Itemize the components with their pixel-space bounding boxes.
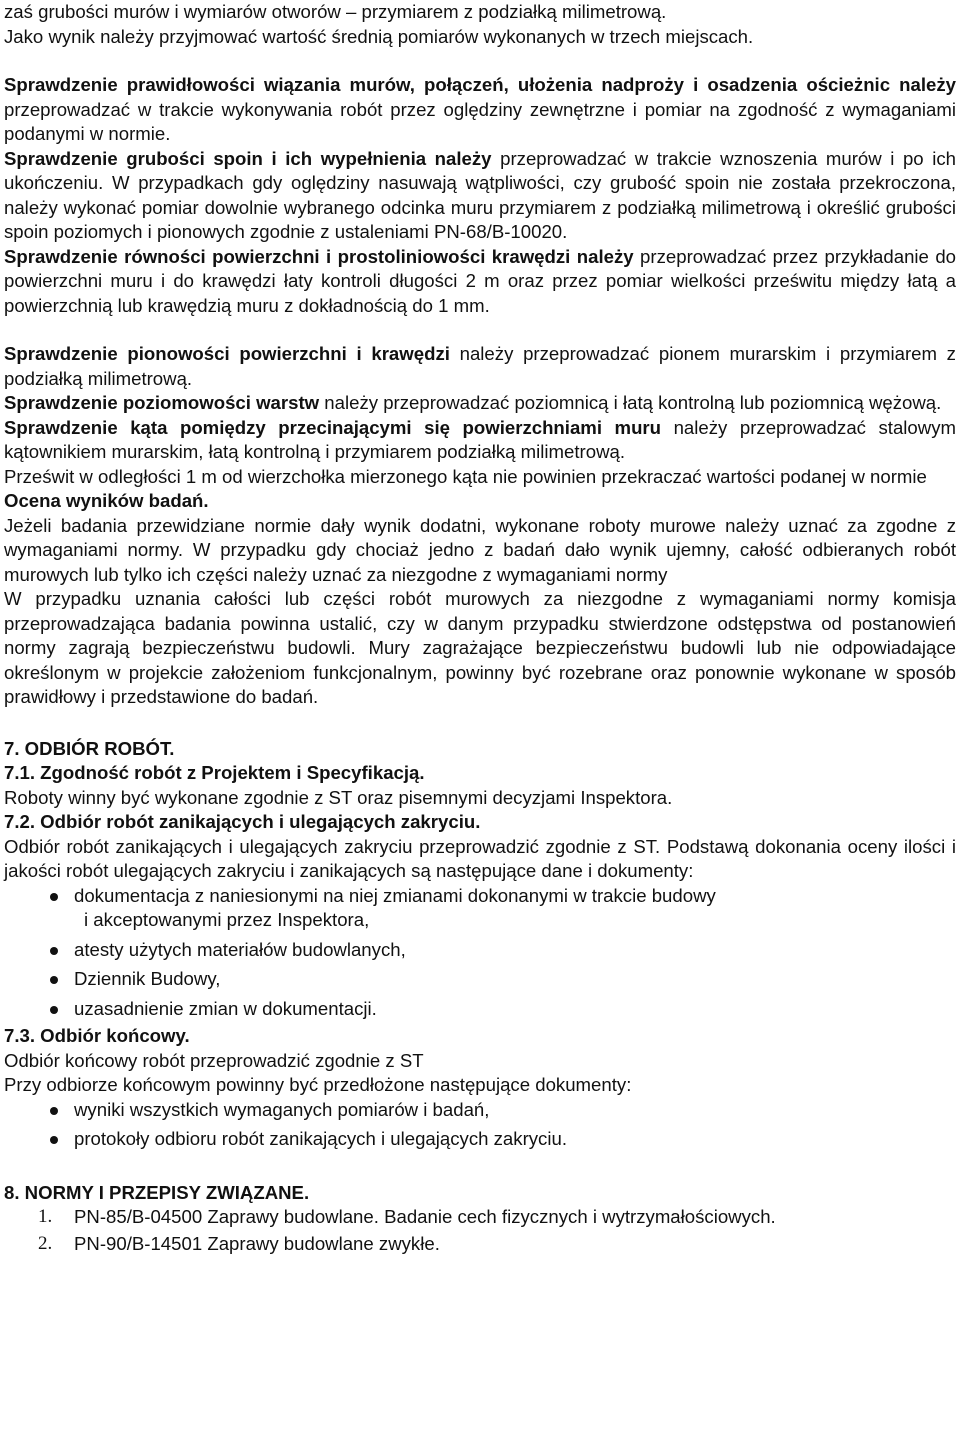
paragraph-joints-check-lead: Sprawdzenie grubości spoin i ich wypełnienia należy: [4, 147, 492, 169]
list-item-text: atesty użytych materiałów budowlanych,: [74, 938, 406, 960]
list-item: [4, 1205, 956, 1230]
heading-section-8: 8. NORMY I PRZEPISY ZWIĄZANE.: [4, 1181, 310, 1203]
paragraph-clearance: Prześwit w odległości 1 m od wierzchołka mierzonego kąta nie powinien przekraczać wartości podanej w normie: [4, 465, 927, 487]
paragraph-angle-check: [4, 416, 956, 465]
paragraph-joints-check: [4, 147, 956, 245]
heading-section-7-2: 7.2. Odbiór robót zanikających i ulegających zakryciu.: [4, 811, 481, 832]
list-item-number: 1.: [38, 1206, 53, 1227]
paragraph-section-7-3-a: Odbiór końcowy robót przeprowadzić zgodnie z ST: [4, 1049, 424, 1071]
list-item-text: uzasadnienie zmian w dokumentacji.: [74, 997, 377, 1019]
paragraph-level-check-body: należy przeprowadzać poziomnicą i łatą kontrolną lub poziomnicą wężową.: [319, 392, 942, 413]
heading-section-7: 7. ODBIÓR ROBÓT.: [4, 737, 175, 759]
paragraph-joints-check-body: przeprowadzać w trakcie wznoszenia murów i po ich ukończeniu. W przypadkach gdy oględziny nasuwają wątpliwości, czy grubość spoin nie została przekroczona, należy wykonać pomiar dowolnie wybranego odcinka muru przymiarem z podziałką milimetrową i określić grubości spoin poziomych i pionowych zgodnie z ustaleniami PN-68/B-10020.: [4, 147, 956, 242]
paragraph-binding-check-lead: Sprawdzenie prawidłowości wiązania murów, połączeń, ułożenia nadproży i osadzenia ościeżnic należy: [4, 74, 956, 95]
heading-results-evaluation: Ocena wyników badań.: [4, 490, 209, 511]
list-item-text: dokumentacja z naniesionymi na niej zmianami dokonanymi w trakcie budowy i akceptowanymi przez Inspektora,: [74, 884, 716, 930]
bullet-icon: [50, 976, 58, 984]
intro-line-2: Jako wynik należy przyjmować wartość średnią pomiarów wykonanych w trzech miejscach.: [4, 25, 754, 47]
list-final-documents: [4, 1098, 956, 1152]
list-item-text: PN-90/B-14501 Zaprawy budowlane zwykłe.: [74, 1232, 440, 1254]
heading-section-7-1: 7.1. Zgodność robót z Projektem i Specyfikacją.: [4, 762, 425, 783]
paragraph-flatness-check: [4, 245, 956, 319]
paragraph-plumb-check-lead: Sprawdzenie pionowości powierzchni i krawędzi: [4, 343, 450, 364]
list-item: [4, 967, 956, 992]
paragraph-plumb-check: [4, 342, 956, 391]
list-standards: [4, 1205, 956, 1256]
list-item: [4, 997, 956, 1022]
list-item-number: 2.: [38, 1232, 53, 1254]
paragraph-plumb-check-body: należy przeprowadzać pionem murarskim i przymiarem z podziałką milimetrową.: [4, 343, 956, 389]
heading-section-7-3: 7.3. Odbiór końcowy.: [4, 1025, 190, 1046]
bullet-icon: [50, 1006, 58, 1014]
paragraph-results-negative: W przypadku uznania całości lub części robót murowych za niezgodne z wymaganiami normy komisja przeprowadzająca badania powinna ustalić, czy w danym przypadku stwierdzone odstępstwa od postanowień normy zagrają bezpieczeństwu budowli. Mury zagrażające bezpieczeństwu budowli lub nie odpowiadające określonym w projekcie założeniom funkcjonalnym, powinny być rozebrane oraz ponownie wykonane w sposób prawidłowy i przedstawione do badań.: [4, 588, 956, 707]
paragraph-angle-check-body: należy przeprowadzać stalowym kątownikiem murarskim, łatą kontrolną i przymiarem podziałką milimetrową.: [4, 416, 956, 462]
list-item: [4, 938, 956, 963]
list-item: [4, 1098, 956, 1123]
document-page: [4, 0, 956, 1258]
intro-line-1: zaś grubości murów i wymiarów otworów – przymiarem z podziałką milimetrową.: [4, 1, 667, 22]
bullet-icon: [50, 947, 58, 955]
list-hidden-works-documents: [4, 884, 956, 1022]
list-item: [4, 1127, 956, 1152]
paragraph-angle-check-lead: Sprawdzenie kąta pomiędzy przecinającymi się powierzchniami muru: [4, 416, 662, 438]
bullet-icon: [50, 1107, 58, 1115]
paragraph-flatness-check-body: przeprowadzać przez przykładanie do powierzchni muru i do krawędzi łaty kontroli długości 2 m oraz przez pomiar wielkości prześwitu między łatą a powierzchnią lub krawędzią muru z dokładnością do 1 mm.: [4, 245, 956, 316]
paragraph-section-7-3-b: Przy odbiorze końcowym powinny być przedłożone następujące dokumenty:: [4, 1074, 632, 1095]
bullet-icon: [50, 1136, 58, 1144]
list-item-text: PN-85/B-04500 Zaprawy budowlane. Badanie cech fizycznych i wytrzymałościowych.: [74, 1206, 776, 1227]
paragraph-binding-check-body: przeprowadzać w trakcie wykonywania robót przez oględziny zewnętrzne i pomiar na zgodność z wymaganiami podanymi w normie.: [4, 98, 956, 144]
paragraph-level-check: [4, 391, 956, 416]
list-item-text: protokoły odbioru robót zanikających i ulegających zakryciu.: [74, 1128, 567, 1149]
list-item: [4, 1232, 956, 1257]
paragraph-results-positive: Jeżeli badania przewidziane normie dały wynik dodatni, wykonane roboty murowe należy uznać za zgodne z wymaganiami normy. W przypadku gdy chociaż jedno z badań dało wynik ujemny, całość odbieranych robót murowych lub tylko ich części należy uznać za niezgodne z wymaganiami normy: [4, 514, 956, 585]
list-item-text: Dziennik Budowy,: [74, 968, 221, 989]
list-item: [4, 884, 956, 933]
paragraph-level-check-lead: Sprawdzenie poziomowości warstw: [4, 392, 320, 413]
paragraph-section-7-2: Odbiór robót zanikających i ulegających zakryciu przeprowadzić zgodnie z ST. Podstawą dokonania oceny ilości i jakości robót ulegających zakryciu i zanikających są następujące dane i dokumenty:: [4, 835, 956, 881]
paragraph-binding-check: [4, 73, 956, 147]
paragraph-flatness-check-lead: Sprawdzenie równości powierzchni i prostoliniowości krawędzi należy: [4, 245, 634, 267]
bullet-icon: [50, 893, 58, 901]
list-item-text: wyniki wszystkich wymaganych pomiarów i badań,: [74, 1098, 490, 1120]
paragraph-section-7-1: Roboty winny być wykonane zgodnie z ST oraz pisemnymi decyzjami Inspektora.: [4, 786, 673, 808]
